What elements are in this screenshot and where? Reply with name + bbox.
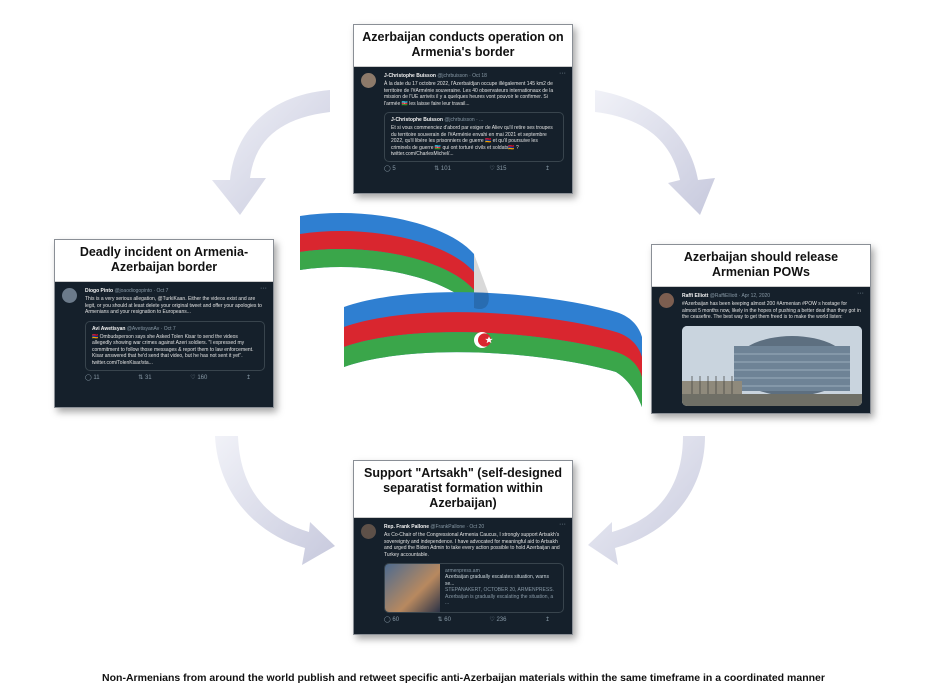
quote-text: Et si vous commenciez d'abord par exiger de Aliev qu'il retire ses troupes du territoire souverain de l'#Arménie envahi en mai 2021 et septembre 2022, qu'il libère les prisonniers de guerre 🇦🇲 et qu'il poursuive les criminels de guerre 🇦🇿 qui ont torturé civils et soldats🇦🇲 ? twitter.com/CharlesMichel/... — [391, 125, 553, 158]
share-button[interactable] — [545, 166, 550, 172]
reply-count: 5 — [392, 166, 396, 173]
retweet-count: 60 — [444, 617, 451, 624]
reply-icon: ◯ — [384, 166, 391, 173]
avatar[interactable] — [361, 73, 376, 88]
like-count: 160 — [197, 375, 208, 382]
tweet-handle: @joaodiogopinto · Oct 7 — [114, 288, 169, 294]
tweet-author[interactable]: Raffi Elliott — [682, 293, 709, 299]
preview-text: STEPANAKERT, OCTOBER 20, ARMENPRESS. Azerbaijan is gradually escalating the situation, a ... — [445, 587, 554, 607]
card-title: Azerbaijan conducts operation on Armenia's border — [354, 25, 572, 67]
reply-icon: ◯ — [384, 617, 391, 624]
reply-icon: ◯ — [85, 375, 92, 382]
quote-handle: @jchrbuisson · ... — [444, 117, 484, 124]
tweet-text: As Co-Chair of the Congressional Armenia Caucus, I strongly support Artsakh's sovereignty and independence. I have advocated for meaningful aid to Artsakh and urged the Biden Admin to take every action possible to hold Azerbaijan and Turkey accountable. — [384, 532, 560, 558]
more-icon[interactable]: ··· — [559, 70, 566, 77]
more-icon[interactable]: ··· — [857, 290, 864, 297]
like-button[interactable] — [190, 375, 207, 381]
card-left-deadly-incident — [54, 239, 274, 408]
retweet-count: 31 — [144, 375, 152, 382]
reply-count: 11 — [93, 375, 100, 382]
like-count: 315 — [496, 166, 507, 173]
preview-site: armenpress.am — [445, 568, 480, 575]
card-title: Support "Artsakh" (self-designed separatist formation within Azerbaijan) — [354, 461, 572, 518]
reply-button[interactable] — [384, 617, 399, 623]
arrow-top-to-right — [595, 90, 715, 215]
tweet-handle: @jchrbuisson · Oct 18 — [437, 73, 487, 79]
retweet-icon: ⇅ — [138, 375, 144, 382]
share-icon: ↥ — [544, 166, 550, 173]
tweet-text: #Azerbaijan has been keeping almost 200 #Armenian #POW s hostage for almost 5 months now, likely in the hopes of pushing a better deal than they got in the ceasefire. The best way to get them freed is to make the world listen: — [682, 301, 861, 321]
preview-image — [385, 564, 440, 612]
share-icon: ↥ — [544, 617, 550, 624]
quote-text: 🇦🇲 Ombudsperson says she Asked Tolen Kisar to send the videos allegedly showing war crimes against Azeri soldiers. "I expressed my commitment to follow those messages & report them to law enforcement. Kisar answered that he'd send that video, but he has not sent it yet". twitter.com/TolenKisar/sta... — [92, 334, 254, 366]
like-icon: ♡ — [190, 375, 196, 382]
link-preview[interactable] — [384, 563, 564, 613]
tweet-author[interactable]: Diogo Pinto — [85, 288, 114, 294]
retweet-button[interactable] — [438, 617, 451, 623]
tweet-handle: @FrankPallone · Oct 20 — [430, 524, 485, 530]
share-icon: ↥ — [245, 375, 251, 382]
tweet-text: This is a very serious allegation, @TurkiKaan. Either the videos exist and are legit, or you should at least delete your original tweet and offer your apologies to Armenians and your resignation to Europeans... — [85, 296, 262, 316]
card-title: Azerbaijan should release Armenian POWs — [652, 245, 870, 287]
arrow-right-to-bottom — [588, 436, 705, 565]
quote-handle: @AvetisyanAv · Oct 7 — [126, 325, 176, 332]
tweet-author[interactable]: J-Christophe Buisson — [384, 73, 436, 79]
retweet-button[interactable] — [434, 166, 451, 172]
like-count: 236 — [496, 617, 507, 624]
avatar[interactable] — [62, 288, 77, 303]
tweet[interactable] — [55, 282, 273, 385]
card-top-operation-border — [353, 24, 573, 194]
tweet-handle: @RaffiElliott · Apr 12, 2020 — [709, 293, 771, 299]
more-icon[interactable]: ··· — [559, 521, 566, 528]
card-title: Deadly incident on Armenia-Azerbaijan border — [55, 240, 273, 282]
caption: Non-Armenians from around the world publish and retweet specific anti-Azerbaijan materials within the same timeframe in a coordinated manner — [102, 672, 825, 684]
tweet-actions — [85, 371, 265, 381]
card-right-release-pows — [651, 244, 871, 414]
retweet-button[interactable] — [138, 375, 151, 381]
retweet-count: 101 — [440, 166, 451, 173]
tweet-text: À la date du 17 octobre 2022, l'Azerbaïdjan occupe illégalement 145 km2 de territoire de l'#Arménie souveraine. Les 40 observateurs internationaux de la mission de l'UE arrivés il y a quelques heures vont pouvoir le confirmer. Si l'armée 🇦🇿 les laisse faire leur travail... — [384, 81, 554, 107]
tweet-author[interactable]: Rep. Frank Pallone — [384, 524, 430, 530]
reply-count: 60 — [392, 617, 400, 624]
avatar[interactable] — [659, 293, 674, 308]
quote-author: J-Christophe Buisson — [391, 117, 443, 124]
tweet[interactable] — [354, 67, 572, 177]
share-button[interactable] — [246, 375, 251, 381]
arrow-top-to-left — [212, 90, 330, 215]
tweet[interactable] — [652, 287, 870, 412]
more-icon[interactable]: ··· — [260, 285, 267, 292]
reply-button[interactable] — [85, 375, 100, 381]
card-bottom-support-artsakh — [353, 460, 573, 635]
preview-title: Azerbaijan gradually escalates situation, warns se... — [445, 574, 549, 587]
tweet[interactable] — [354, 518, 572, 627]
arrow-left-to-bottom — [215, 436, 335, 565]
building-photo[interactable] — [682, 326, 862, 406]
like-button[interactable] — [489, 617, 506, 623]
like-button[interactable] — [489, 166, 506, 172]
avatar[interactable] — [361, 524, 376, 539]
share-button[interactable] — [545, 617, 550, 623]
retweet-icon: ⇅ — [434, 166, 440, 173]
like-icon: ♡ — [489, 617, 495, 624]
quoted-tweet[interactable] — [384, 112, 564, 162]
reply-button[interactable] — [384, 166, 396, 172]
azerbaijan-flag-ribbon — [296, 212, 646, 412]
retweet-icon: ⇅ — [437, 617, 443, 624]
tweet-actions — [384, 613, 564, 623]
like-icon: ♡ — [489, 166, 495, 173]
parliament-building-image — [682, 326, 862, 406]
quoted-tweet[interactable] — [85, 321, 265, 371]
quote-author: Avi Awetisyan — [92, 325, 126, 332]
tweet-actions — [384, 162, 564, 172]
